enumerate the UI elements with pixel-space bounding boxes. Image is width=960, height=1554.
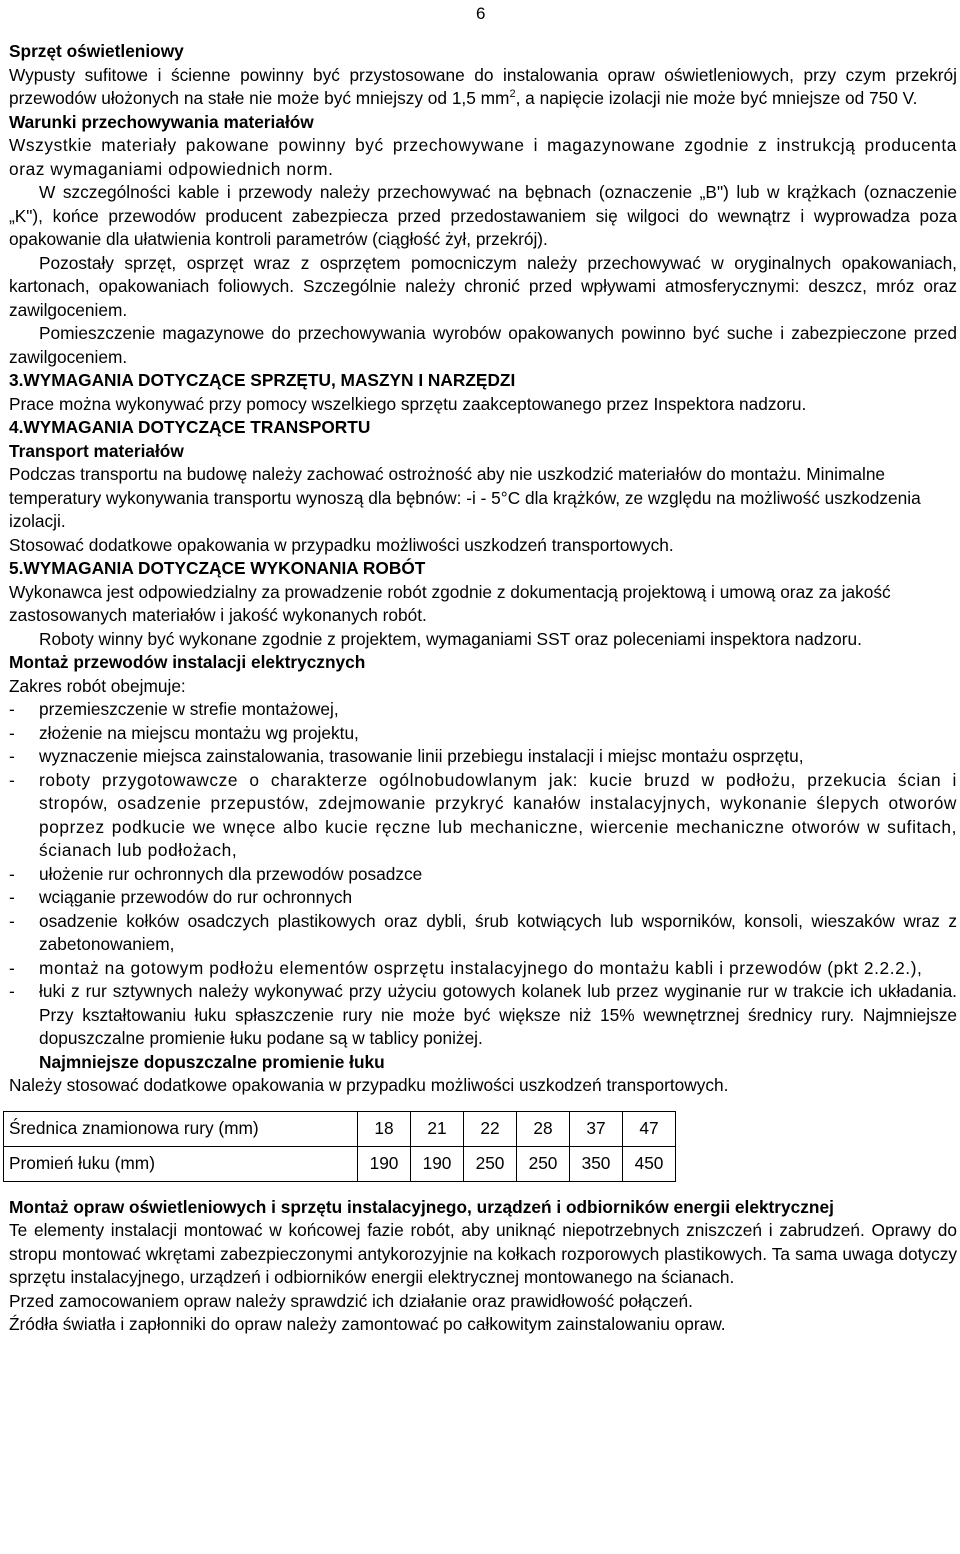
- lighting-text-a: Wypusty sufitowe i ścienne powinny być przystosowane do instalowania opraw oświetleniowych, przy czym przekrój przewodów ułożonych na stałe nie może być mniejszy od 1,5 mm: [9, 64, 957, 108]
- list-item: [9, 910, 957, 957]
- fixtures-paragraph-3: Źródła światła i zapłonniki do opraw należy zamontować po całkowitym zainstalowaniu opraw.: [9, 1314, 726, 1334]
- list-dash: -: [9, 699, 15, 719]
- list-item-text: ułożenie rur ochronnych dla przewodów posadzce: [39, 863, 423, 884]
- scope-list: [9, 698, 957, 1051]
- bend-radius-table: [3, 1111, 676, 1182]
- radius-paragraph: Należy stosować dodatkowe opakowania w przypadku możliwości uszkodzeń transportowych.: [9, 1075, 729, 1095]
- fixtures-paragraph-2: Przed zamocowaniem opraw należy sprawdzić ich działanie oraz prawidłowość połączeń.: [9, 1290, 693, 1311]
- list-item-text: przemieszczenie w strefie montażowej,: [39, 699, 339, 719]
- list-dash: -: [9, 910, 15, 931]
- lighting-superscript: 2: [509, 88, 516, 101]
- fixtures-paragraph-1: Te elementy instalacji montować w końcowej fazie robót, aby uniknąć niepotrzebnych zniszczeń i zabrudzeń. Oprawy do stropu montować wkrętami zabezpieczonymi antykorozyjnie na kołkach rozporowych plastikowych. Ta sama uwaga dotyczy sprzętu instalacyjnego, urządzeń i odbiorników energii elektrycznej montowanego na ścianach.: [9, 1220, 957, 1287]
- radius-heading: Najmniejsze dopuszczalne promienie łuku: [39, 1051, 385, 1072]
- table-cell: 450: [623, 1146, 676, 1181]
- storage-heading: Warunki przechowywania materiałów: [9, 111, 314, 132]
- list-dash: -: [9, 957, 16, 978]
- table-cell: 47: [623, 1111, 676, 1146]
- section-5-paragraph-2: Roboty winny być wykonane zgodnie z projektem, wymaganiami SST oraz poleceniami inspektora nadzoru.: [39, 628, 862, 649]
- transport-paragraph-1: Podczas transportu na budowę należy zachować ostrożność aby nie uszkodzić materiałów do montażu. Minimalne temperatury wykonywania transportu wynoszą dla bębnów: -i - 5°C dla krążków, ze względu na możliwość uszkodzenia izolacji.: [9, 464, 921, 531]
- list-dash: -: [9, 887, 15, 907]
- section-5-paragraph-1: Wykonawca jest odpowiedzialny za prowadzenie robót zgodnie z dokumentacją projektową i umową oraz za jakość zastosowanych materiałów i jakość wykonanych robót.: [9, 581, 891, 625]
- list-item: [9, 886, 957, 910]
- list-item: [9, 722, 957, 746]
- page-number: 6: [476, 4, 486, 23]
- list-item: [9, 957, 957, 981]
- list-item-text: osadzenie kołków osadczych plastikowych oraz dybli, śrub kotwiących lub wsporników, konsoli, wieszaków wraz z zabetonowaniem,: [39, 910, 957, 954]
- list-item: [9, 980, 957, 1051]
- table-cell-label: Promień łuku (mm): [4, 1146, 358, 1181]
- list-item-text: roboty przygotowawcze o charakterze ogólnobudowlanym jak: kucie bruzd w podłożu, przekucia ścian i stropów, osadzenie przepustów, zdejmowanie przykryć kanałów instalacyjnych, wykonanie ślepych otworów poprzez podkucie we wnęce albo kucie ręczne lub mechaniczne, wiercenie mechaniczne otworów w sufitach, ścianach lub podłożach,: [39, 769, 957, 860]
- list-item: [9, 863, 957, 887]
- transport-paragraph-2: Stosować dodatkowe opakowania w przypadku możliwości uszkodzeń transportowych.: [9, 534, 674, 555]
- table-cell: 22: [464, 1111, 517, 1146]
- list-dash: -: [9, 746, 15, 766]
- table-row: [4, 1146, 676, 1181]
- section-5-heading: 5.WYMAGANIA DOTYCZĄCE WYKONANIA ROBÓT: [9, 558, 426, 578]
- table-cell: 18: [358, 1111, 411, 1146]
- list-dash: -: [9, 769, 16, 790]
- section-4-heading: 4.WYMAGANIA DOTYCZĄCE TRANSPORTU: [9, 417, 371, 437]
- lighting-paragraph: [9, 64, 957, 111]
- list-item-text: złożenie na miejscu montażu wg projektu,: [39, 722, 359, 743]
- transport-subheading: Transport materiałów: [9, 440, 184, 461]
- table-cell: 37: [570, 1111, 623, 1146]
- lighting-text-b: , a napięcie izolacji nie może być mniejsze od 750 V.: [515, 88, 918, 108]
- list-item-text: wyznaczenie miejsca zainstalowania, trasowanie linii przebiegu instalacji i miejsc montażu osprzętu,: [39, 746, 804, 766]
- table-cell: 350: [570, 1146, 623, 1181]
- list-item-text: montaż na gotowym podłożu elementów osprzętu instalacyjnego do montażu kabli i przewodów (pkt 2.2.2.),: [39, 957, 923, 978]
- storage-paragraph-1: Wszystkie materiały pakowane powinny być przechowywane i magazynowane zgodnie z instrukcją producenta oraz wymaganiami odpowiednich norm.: [9, 135, 957, 179]
- table-cell: 190: [411, 1146, 464, 1181]
- table-cell: 21: [411, 1111, 464, 1146]
- table-cell: 28: [517, 1111, 570, 1146]
- table-row: [4, 1111, 676, 1146]
- table-cell: 250: [464, 1146, 517, 1181]
- list-item-text: łuki z rur sztywnych należy wykonywać przy użyciu gotowych kolanek lub przez wyginanie rur w trakcie ich układania. Przy kształtowaniu łuku spłaszczenie rury nie może być większe niż 15% wewnętrznej średnicy rury. Najmniejsze dopuszczalne promienie łuku podane są w tablicy poniżej.: [39, 981, 957, 1048]
- storage-paragraph-4: Pomieszczenie magazynowe do przechowywania wyrobów opakowanych powinno być suche i zabezpieczone przed zawilgoceniem.: [9, 323, 957, 367]
- document-page: [9, 40, 957, 1337]
- list-dash: -: [9, 981, 15, 1001]
- list-dash: -: [9, 863, 15, 884]
- section-3-heading: 3.WYMAGANIA DOTYCZĄCE SPRZĘTU, MASZYN I NARZĘDZI: [9, 370, 516, 390]
- scope-label: Zakres robót obejmuje:: [9, 675, 186, 696]
- list-item-text: wciąganie przewodów do rur ochronnych: [39, 887, 353, 907]
- list-item: [9, 769, 957, 863]
- table-cell-label: Średnica znamionowa rury (mm): [4, 1111, 358, 1146]
- list-item: [9, 698, 957, 722]
- wiring-heading: Montaż przewodów instalacji elektrycznych: [9, 652, 366, 672]
- storage-paragraph-3: Pozostały sprzęt, osprzęt wraz z osprzętem pomocniczym należy przechowywać w oryginalnych opakowaniach, kartonach, opakowaniach foliowych. Szczególnie należy chronić przed wpływami atmosferycznymi: deszcz, mróz oraz zawilgoceniem.: [9, 252, 957, 320]
- table-cell: 190: [358, 1146, 411, 1181]
- section-3-paragraph: Prace można wykonywać przy pomocy wszelkiego sprzętu zaakceptowanego przez Inspektora nadzoru.: [9, 393, 807, 414]
- list-item: [9, 745, 957, 769]
- list-dash: -: [9, 722, 15, 743]
- lighting-heading: Sprzęt oświetleniowy: [9, 41, 184, 61]
- table-cell: 250: [517, 1146, 570, 1181]
- storage-paragraph-2: W szczególności kable i przewody należy przechowywać na bębnach (oznaczenie „B") lub w krążkach (oznaczenie „K"), końce przewodów producent zabezpiecza przed przedostawaniem się wilgoci do wewnątrz i wyprowadza poza opakowanie dla ułatwienia kontroli parametrów (ciągłość żył, przekrój).: [9, 182, 957, 249]
- fixtures-heading: Montaż opraw oświetleniowych i sprzętu instalacyjnego, urządzeń i odbiorników energii elektrycznej: [9, 1196, 834, 1217]
